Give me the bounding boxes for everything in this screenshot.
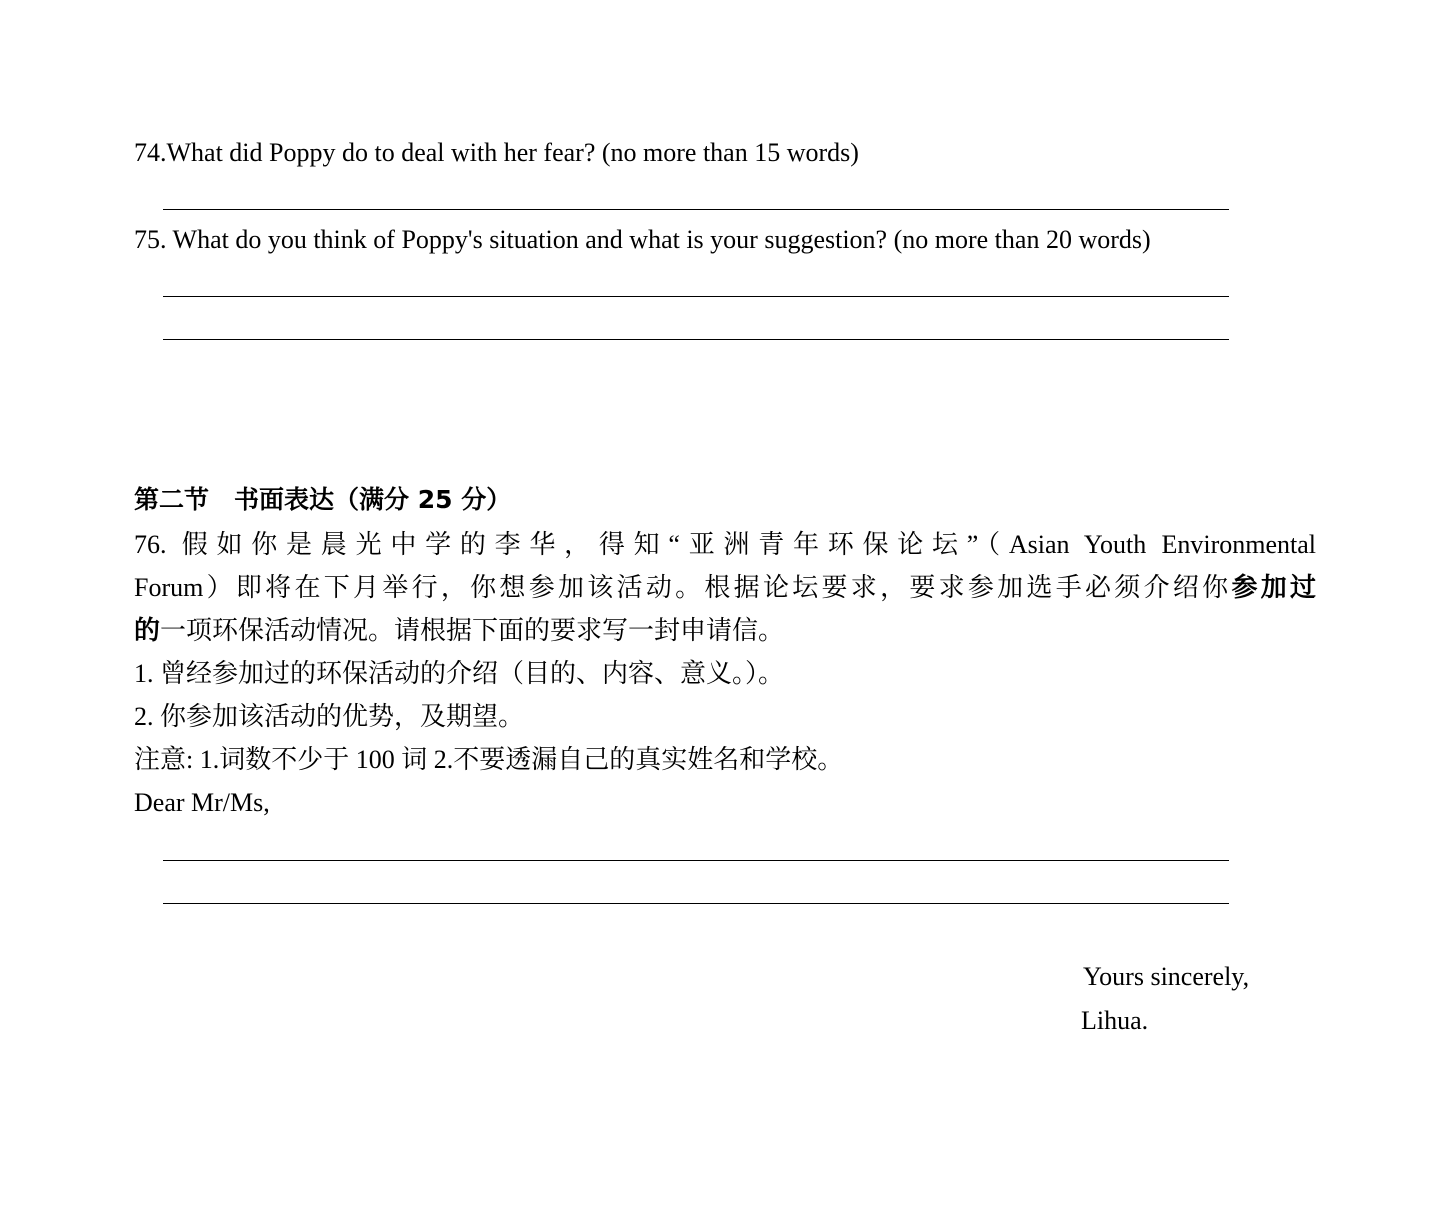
answer-line-74[interactable] <box>163 209 1229 210</box>
requirement-2: 2. 你参加该活动的优势，及期望。 <box>134 702 525 731</box>
note: 注意: 1.词数不少于 100 词 2.不要透漏自己的真实姓名和学校。 <box>134 745 844 774</box>
answer-line-76-1[interactable] <box>163 860 1229 861</box>
question-76-line-2 <box>134 566 1316 609</box>
question-76-prompt <box>134 523 1316 824</box>
question-76-bold-2: 的 <box>134 616 161 645</box>
signature: Lihua. <box>1081 1006 1149 1035</box>
valediction: Yours sincerely, <box>1083 962 1250 991</box>
question-76-bold-1: 参加过 <box>1231 573 1316 602</box>
answer-line-75-2[interactable] <box>163 339 1229 340</box>
question-75: 75. What do you think of Poppy's situation and what is your suggestion? (no more than 20 words) <box>134 225 1151 254</box>
question-76-line-2-text: Forum）即将在下月举行，你想参加该活动。根据论坛要求，要求参加选手必须介绍你 <box>134 573 1232 602</box>
question-76-line-3 <box>134 609 1316 652</box>
question-74: 74.What did Poppy do to deal with her fear? (no more than 15 words) <box>134 138 859 167</box>
question-76-line-1: 76. 假如你是晨光中学的李华，得知“亚洲青年环保论坛”（Asian Youth Environmental <box>134 530 1316 559</box>
answer-line-75-1[interactable] <box>163 296 1229 297</box>
section-heading: 第二节 书面表达（满分 25 分） <box>134 485 512 514</box>
salutation: Dear Mr/Ms, <box>134 788 270 817</box>
answer-line-76-2[interactable] <box>163 903 1229 904</box>
question-76-line-3-text: 一项环保活动情况。请根据下面的要求写一封申请信。 <box>160 616 785 645</box>
requirement-1: 1. 曾经参加过的环保活动的介绍（目的、内容、意义。）。 <box>134 659 785 688</box>
